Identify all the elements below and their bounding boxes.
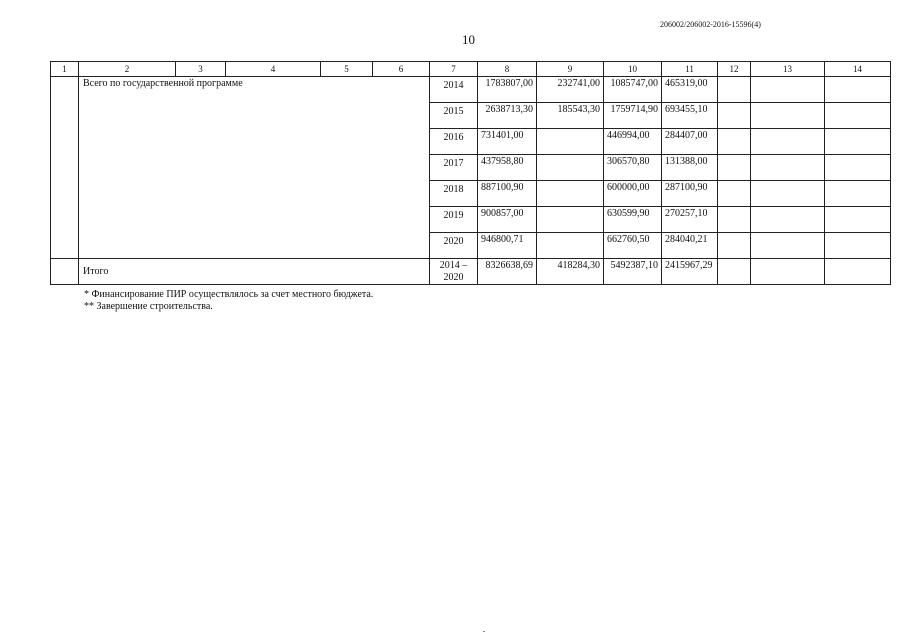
value-cell-9 [537,233,604,259]
col-header: 7 [430,62,478,77]
value-cell-9 [537,207,604,233]
value-cell-11: 284407,00 [662,129,718,155]
document-id: 206002/206002-2016-15596(4) [660,20,761,29]
total-year-from: 2014 – [439,260,468,271]
total-row [51,259,891,285]
value-cell-10: 306570,80 [604,155,662,181]
year-cell: 2015 [430,103,478,129]
cell-empty [718,181,751,207]
value-cell-8: 2638713,30 [478,103,537,129]
value-cell-10: 662760,50 [604,233,662,259]
col-header: 11 [662,62,718,77]
cell-empty [718,233,751,259]
cell-empty [718,129,751,155]
value-cell-11: 131388,00 [662,155,718,181]
value-cell-11: 284040,21 [662,233,718,259]
cell-empty [718,207,751,233]
cell-empty [825,77,891,103]
value-cell-10: 1759714,90 [604,103,662,129]
col-header: 8 [478,62,537,77]
cell-empty [751,129,825,155]
col-header: 5 [321,62,373,77]
footnote-1: * Финансирование ПИР осуществлялось за счет местного бюджета. [84,289,374,300]
footnote-divider [88,284,350,285]
cell-empty [718,103,751,129]
col-header: 13 [751,62,825,77]
total-year-range [430,259,478,285]
value-cell-9: 232741,00 [537,77,604,103]
cell-empty [718,259,751,285]
col-header: 4 [226,62,321,77]
cell-empty [751,103,825,129]
col-header: 3 [176,62,226,77]
col-header: 2 [79,62,176,77]
footnote-2: ** Завершение строительства. [84,301,213,312]
year-cell: 2019 [430,207,478,233]
col-header: 1 [51,62,79,77]
total-value-9: 418284,30 [537,259,604,285]
col-header: 12 [718,62,751,77]
value-cell-11: 465319,00 [662,77,718,103]
col-header: 9 [537,62,604,77]
cell-empty [825,103,891,129]
year-cell: 2014 [430,77,478,103]
value-cell-8: 946800,71 [478,233,537,259]
year-cell: 2017 [430,155,478,181]
program-total-label: Всего по государственной программе [79,77,430,259]
total-year-to: 2020 [443,272,464,283]
col-header: 10 [604,62,662,77]
cell-empty [825,181,891,207]
cell-empty [751,259,825,285]
page-number: 10 [462,32,475,47]
value-cell-9 [537,181,604,207]
value-cell-10: 446994,00 [604,129,662,155]
cell-empty [825,129,891,155]
cell-empty [51,77,79,259]
cell-empty [825,233,891,259]
value-cell-8: 731401,00 [478,129,537,155]
value-cell-8: 437958,80 [478,155,537,181]
value-cell-9 [537,129,604,155]
col-header: 14 [825,62,891,77]
value-cell-8: 887100,90 [478,181,537,207]
cell-empty [825,155,891,181]
scan-speck [483,631,485,632]
cell-empty [751,233,825,259]
total-value-8: 8326638,69 [478,259,537,285]
cell-empty [751,155,825,181]
cell-empty [718,77,751,103]
year-cell: 2016 [430,129,478,155]
cell-empty [51,259,79,285]
value-cell-9 [537,155,604,181]
table-row [51,77,891,103]
year-cell: 2018 [430,181,478,207]
program-funding-table [50,61,891,285]
col-header: 6 [373,62,430,77]
value-cell-8: 900857,00 [478,207,537,233]
value-cell-10: 1085747,00 [604,77,662,103]
total-value-10: 5492387,10 [604,259,662,285]
total-value-11: 2415967,29 [662,259,718,285]
value-cell-11: 287100,90 [662,181,718,207]
cell-empty [751,207,825,233]
cell-empty [751,77,825,103]
column-number-row [51,62,891,77]
cell-empty [825,207,891,233]
total-label: Итого [79,259,430,285]
value-cell-11: 693455,10 [662,103,718,129]
cell-empty [751,181,825,207]
value-cell-9: 185543,30 [537,103,604,129]
year-cell: 2020 [430,233,478,259]
value-cell-10: 630599,90 [604,207,662,233]
value-cell-11: 270257,10 [662,207,718,233]
cell-empty [825,259,891,285]
cell-empty [718,155,751,181]
value-cell-10: 600000,00 [604,181,662,207]
value-cell-8: 1783807,00 [478,77,537,103]
footnotes [84,289,373,313]
